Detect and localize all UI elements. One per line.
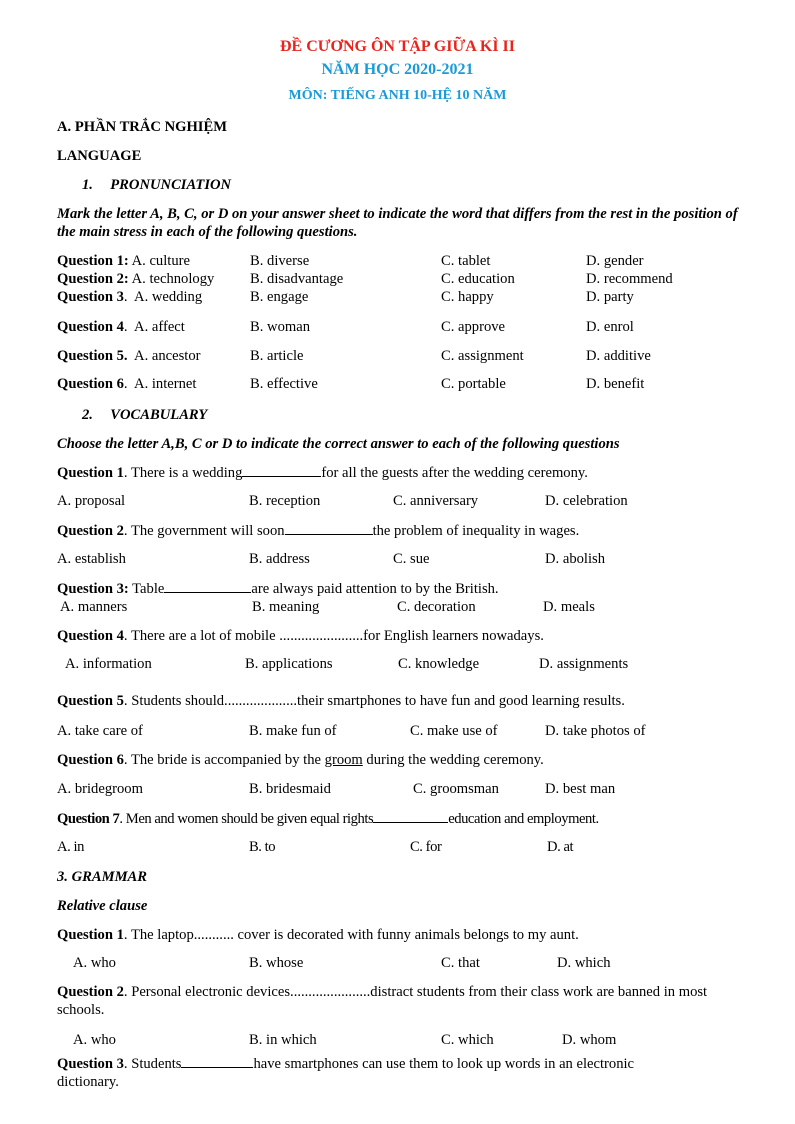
option-c: C. sue — [393, 551, 430, 567]
option-b: B. to — [249, 839, 276, 855]
option-d: D. additive — [586, 348, 651, 364]
vocabulary-question-2 — [57, 521, 579, 540]
grammar-question-3 — [57, 1054, 697, 1091]
option-c: C. groomsman — [413, 781, 499, 797]
question-label: Question 2 — [57, 984, 124, 1000]
answer-blank — [373, 809, 448, 823]
vocabulary-number: 2. — [82, 407, 93, 423]
section-a-heading: A. PHẦN TRẮC NGHIỆM — [57, 119, 227, 135]
option-b: B. whose — [249, 955, 304, 971]
question-text: . The laptop........... cover is decorated with funny animals belongs to my aunt. — [123, 927, 579, 943]
question-text: . The government will soon — [123, 523, 285, 539]
option-b: B. article — [250, 348, 304, 364]
question-text: . Personal electronic devices......................distract students from their class work are banned in most schools. — [57, 984, 708, 1018]
option-a: A. technology — [128, 271, 215, 287]
grammar-heading: 3. GRAMMAR — [57, 869, 148, 885]
option-d: D. assignments — [539, 656, 629, 672]
question-label: Question 5 — [57, 693, 124, 709]
question-text: . Students — [123, 1056, 182, 1072]
option-d: D. party — [586, 289, 634, 305]
question-label: Question 6 — [57, 376, 124, 392]
option-a: . A. internet — [123, 376, 197, 392]
grammar-question-1 — [57, 926, 579, 944]
vocabulary-heading — [82, 406, 207, 424]
option-d: D. celebration — [545, 493, 628, 509]
answer-blank — [285, 521, 373, 535]
pronunciation-number: 1. — [82, 177, 93, 193]
pronunciation-question-2 — [57, 270, 214, 288]
pronunciation-question-4 — [57, 318, 185, 336]
answer-blank — [181, 1054, 253, 1068]
option-c: C. for — [410, 839, 442, 855]
option-d: D. enrol — [586, 319, 634, 335]
relative-clause-subheading: Relative clause — [57, 898, 148, 914]
vocabulary-question-7 — [57, 809, 599, 828]
pronunciation-question-5 — [57, 347, 201, 365]
question-text: . Men and women should be given equal rights — [119, 811, 374, 827]
option-b: B. effective — [250, 376, 318, 392]
option-a: . A. wedding — [123, 289, 203, 305]
subject-line: MÔN: TIẾNG ANH 10-HỆ 10 NĂM — [288, 88, 507, 103]
option-a: A. take care of — [57, 723, 143, 739]
question-text: . There are a lot of mobile .......................for English learners nowadays. — [123, 628, 544, 644]
option-c: C. tablet — [441, 253, 491, 269]
option-a: A. proposal — [57, 493, 126, 509]
vocabulary-question-3 — [57, 579, 499, 598]
pronunciation-instruction: Mark the letter A, B, C, or D on your answer sheet to indicate the word that differs from the rest in the position of the main stress in each of the following questions. — [57, 206, 738, 240]
option-c: C. approve — [441, 319, 506, 335]
question-label: Question 1: — [57, 253, 129, 269]
option-d: D. at — [547, 839, 574, 855]
question-text-end: are always paid attention to by the British. — [251, 581, 499, 597]
option-c: C. anniversary — [393, 493, 479, 509]
option-a: A. who — [73, 1032, 116, 1048]
question-text-end: education and employment. — [448, 811, 599, 827]
option-b: B. disadvantage — [250, 271, 344, 287]
option-b: B. bridesmaid — [249, 781, 331, 797]
option-d: D. meals — [543, 599, 595, 615]
answer-blank — [242, 463, 321, 477]
grammar-question-2 — [57, 983, 742, 1019]
option-c: C. education — [441, 271, 515, 287]
option-d: D. recommend — [586, 271, 673, 287]
question-text-end: have smartphones can use them to look up words in an electronic dictionary. — [57, 1056, 635, 1090]
option-d: D. take photos of — [545, 723, 646, 739]
option-a: A. ancestor — [127, 348, 201, 364]
underlined-word: groom — [324, 752, 363, 768]
option-b: B. diverse — [250, 253, 310, 269]
option-a: . A. affect — [123, 319, 185, 335]
option-d: D. benefit — [586, 376, 645, 392]
option-d: D. which — [557, 955, 611, 971]
question-label: Question 1 — [57, 927, 124, 943]
vocabulary-question-1 — [57, 463, 588, 482]
question-label: Question 2 — [57, 523, 124, 539]
answer-blank — [164, 579, 251, 593]
option-c: C. portable — [441, 376, 506, 392]
option-b: B. reception — [249, 493, 321, 509]
option-a: A. in — [57, 839, 84, 855]
option-a: A. culture — [128, 253, 190, 269]
option-c: C. assignment — [441, 348, 524, 364]
language-heading: LANGUAGE — [57, 148, 142, 164]
option-c: C. happy — [441, 289, 494, 305]
option-a: A. manners — [60, 599, 128, 615]
option-a: A. who — [73, 955, 116, 971]
question-text: Table — [128, 581, 165, 597]
pronunciation-heading — [82, 176, 231, 194]
option-c: C. that — [441, 955, 480, 971]
option-d: D. abolish — [545, 551, 605, 567]
question-label: Question 1 — [57, 465, 124, 481]
option-b: B. make fun of — [249, 723, 337, 739]
vocabulary-instruction: Choose the letter A,B, C or D to indicate the correct answer to each of the following questions — [57, 436, 620, 452]
question-text: . The bride is accompanied by the — [123, 752, 325, 768]
pronunciation-title: PRONUNCIATION — [110, 177, 232, 193]
question-label: Question 4 — [57, 628, 124, 644]
option-d: D. gender — [586, 253, 644, 269]
option-b: B. applications — [245, 656, 333, 672]
question-label: Question 5. — [57, 348, 128, 364]
question-text-end: the problem of inequality in wages. — [372, 523, 580, 539]
document-title: ĐỀ CƯƠNG ÔN TẬP GIỮA KÌ II — [280, 38, 515, 55]
option-c: C. which — [441, 1032, 494, 1048]
option-d: D. whom — [562, 1032, 617, 1048]
question-text: . There is a wedding — [123, 465, 243, 481]
option-c: C. decoration — [397, 599, 476, 615]
question-label: Question 3: — [57, 581, 129, 597]
pronunciation-question-3 — [57, 288, 202, 306]
vocabulary-question-4 — [57, 627, 544, 645]
question-label: Question 4 — [57, 319, 124, 335]
option-a: A. information — [65, 656, 152, 672]
question-label: Question 3 — [57, 1056, 124, 1072]
question-text-end: during the wedding ceremony. — [362, 752, 544, 768]
option-d: D. best man — [545, 781, 616, 797]
question-label: Question 3 — [57, 289, 124, 305]
option-b: B. engage — [250, 289, 309, 305]
vocabulary-question-6 — [57, 751, 544, 769]
school-year: NĂM HỌC 2020-2021 — [321, 61, 474, 78]
option-a: A. establish — [57, 551, 126, 567]
option-c: C. make use of — [410, 723, 498, 739]
question-text-end: for all the guests after the wedding ceremony. — [321, 465, 588, 481]
pronunciation-question-6 — [57, 375, 196, 393]
option-b: B. woman — [250, 319, 310, 335]
option-b: B. address — [249, 551, 310, 567]
option-b: B. in which — [249, 1032, 317, 1048]
option-a: A. bridegroom — [57, 781, 143, 797]
question-label: Question 2: — [57, 271, 129, 287]
question-label: Question 7 — [57, 811, 120, 827]
question-label: Question 6 — [57, 752, 124, 768]
vocabulary-title: VOCABULARY — [110, 407, 208, 423]
pronunciation-question-1 — [57, 252, 190, 270]
option-b: B. meaning — [252, 599, 320, 615]
question-text: . Students should....................their smartphones to have fun and good learning results. — [123, 693, 625, 709]
vocabulary-question-5 — [57, 692, 625, 710]
option-c: C. knowledge — [398, 656, 480, 672]
